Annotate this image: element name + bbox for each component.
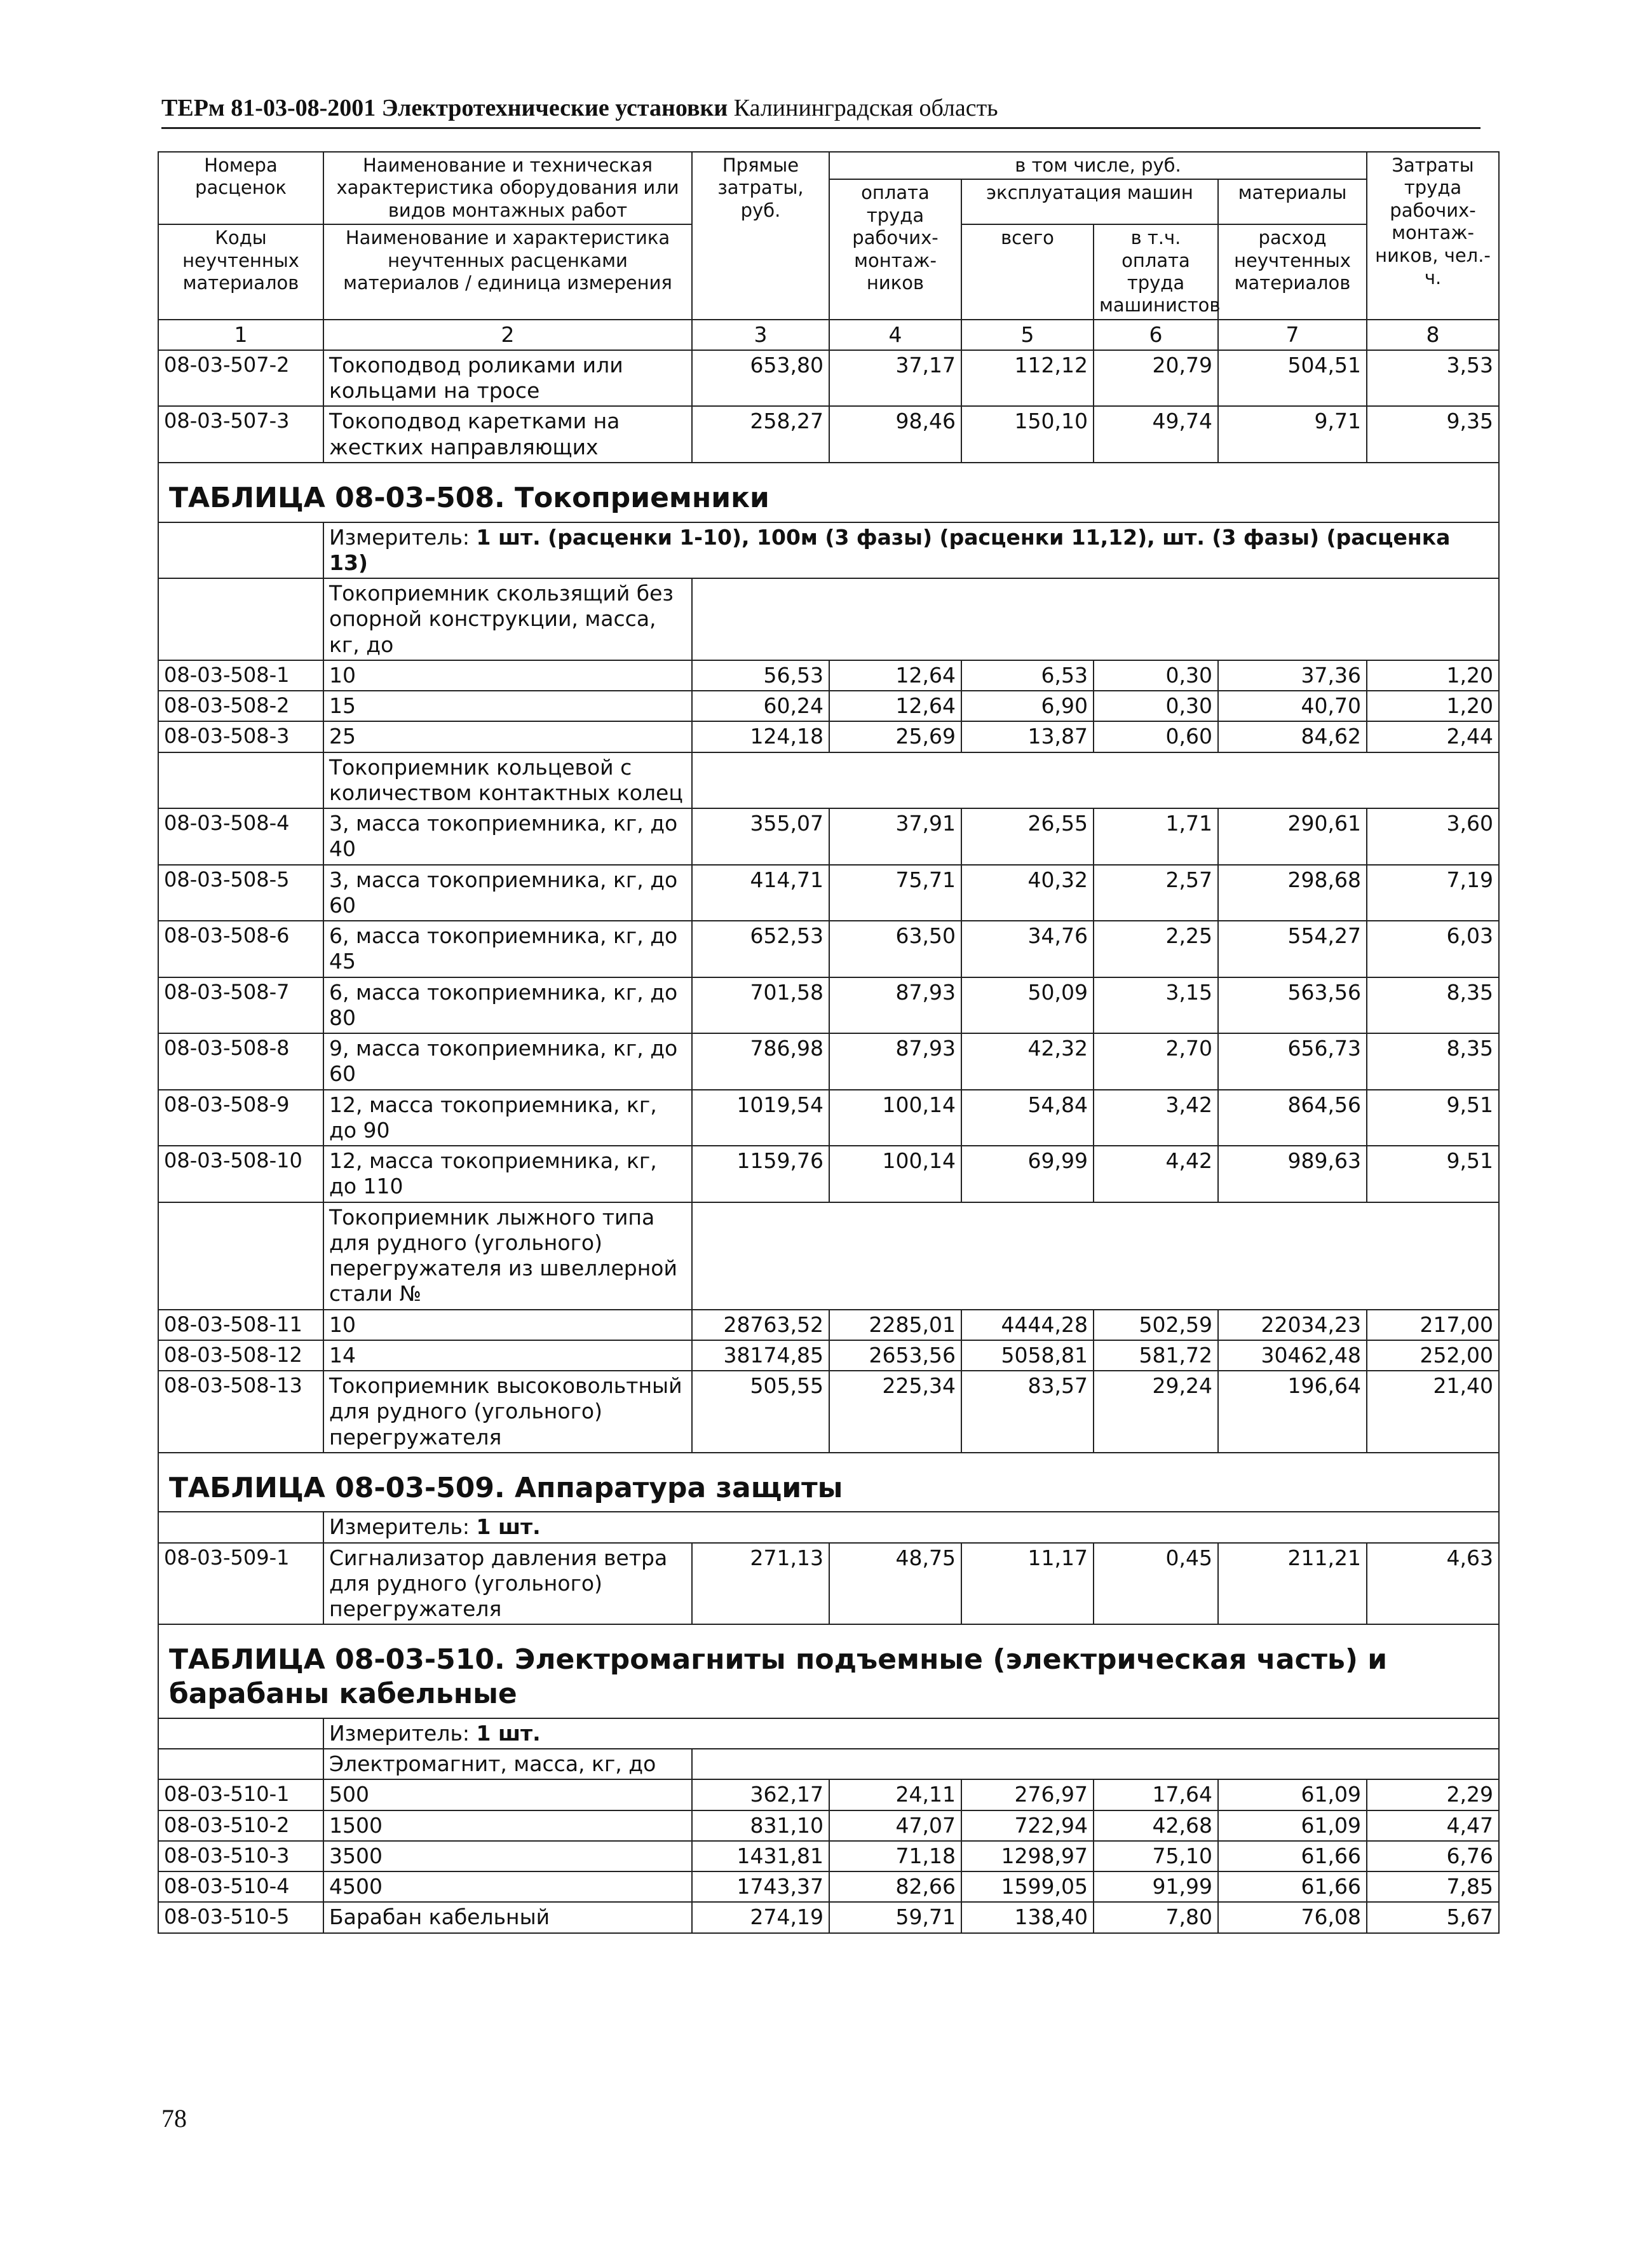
direct-costs-cell: 355,07 — [692, 808, 829, 865]
machinist-wages-cell: 0,45 — [1094, 1543, 1218, 1625]
rate-row — [158, 1371, 1499, 1453]
wages-cell: 98,46 — [829, 406, 961, 463]
machine-total-cell: 13,87 — [961, 721, 1094, 752]
wages-cell: 87,93 — [829, 1033, 961, 1090]
direct-costs-cell: 786,98 — [692, 1033, 829, 1090]
wages-cell: 25,69 — [829, 721, 961, 752]
machinist-wages-cell: 581,72 — [1094, 1340, 1218, 1371]
rate-name: 10 — [323, 660, 692, 691]
col-header-wages: оплата труда рабочих-монтаж-ников — [829, 179, 961, 319]
rate-name: 3500 — [323, 1841, 692, 1871]
rate-name: 15 — [323, 691, 692, 721]
section-title: ТАБЛИЦА 08-03-509. Аппаратура защиты — [158, 1453, 1499, 1512]
machinist-wages-cell: 75,10 — [1094, 1841, 1218, 1871]
rate-row — [158, 406, 1499, 463]
labor-hours-cell: 3,53 — [1367, 350, 1499, 407]
materials-cell: 9,71 — [1218, 406, 1367, 463]
machine-total-cell: 5058,81 — [961, 1340, 1094, 1371]
materials-cell: 30462,48 — [1218, 1340, 1367, 1371]
col-header-material-codes: Коды неучтенных материалов — [158, 224, 323, 320]
machine-total-cell: 50,09 — [961, 977, 1094, 1034]
col-number: 7 — [1218, 320, 1367, 350]
labor-hours-cell: 252,00 — [1367, 1340, 1499, 1371]
labor-hours-cell: 2,44 — [1367, 721, 1499, 752]
rate-row — [158, 808, 1499, 865]
meter-label: Измеритель: — [329, 524, 470, 550]
rate-code: 08-03-508-5 — [158, 865, 323, 921]
machine-total-cell: 6,90 — [961, 691, 1094, 721]
machine-total-cell: 42,32 — [961, 1033, 1094, 1090]
direct-costs-cell: 1019,54 — [692, 1090, 829, 1146]
col-number: 6 — [1094, 320, 1218, 350]
machine-total-cell: 6,53 — [961, 660, 1094, 691]
rate-code: 08-03-508-10 — [158, 1146, 323, 1202]
rate-row — [158, 865, 1499, 921]
group-empty — [692, 1749, 1499, 1779]
direct-costs-cell: 124,18 — [692, 721, 829, 752]
group-empty — [692, 1202, 1499, 1310]
rate-row — [158, 1810, 1499, 1841]
meter-value: 1 шт. (расценки 1-10), 100м (3 фазы) (расценки 11,12), шт. (3 фазы) (расценка 13) — [329, 524, 1451, 575]
group-row — [158, 1202, 1499, 1310]
materials-cell: 37,36 — [1218, 660, 1367, 691]
direct-costs-cell: 701,58 — [692, 977, 829, 1034]
direct-costs-cell: 258,27 — [692, 406, 829, 463]
wages-cell: 37,17 — [829, 350, 961, 407]
rate-code: 08-03-510-3 — [158, 1841, 323, 1871]
materials-cell: 61,09 — [1218, 1810, 1367, 1841]
rate-name: 12, масса токоприемника, кг, до 90 — [323, 1090, 692, 1146]
wages-cell: 71,18 — [829, 1841, 961, 1871]
rate-name: 4500 — [323, 1871, 692, 1902]
rate-code: 08-03-507-2 — [158, 350, 323, 407]
wages-cell: 12,64 — [829, 660, 961, 691]
wages-cell: 225,34 — [829, 1371, 961, 1453]
direct-costs-cell: 1743,37 — [692, 1871, 829, 1902]
rate-code: 08-03-507-3 — [158, 406, 323, 463]
wages-cell: 24,11 — [829, 1779, 961, 1810]
col-header-codes: Номера расценок — [158, 152, 323, 224]
col-number: 3 — [692, 320, 829, 350]
materials-cell: 563,56 — [1218, 977, 1367, 1034]
rate-row — [158, 350, 1499, 407]
machinist-wages-cell: 91,99 — [1094, 1871, 1218, 1902]
rate-code: 08-03-510-2 — [158, 1810, 323, 1841]
materials-cell: 61,09 — [1218, 1779, 1367, 1810]
labor-hours-cell: 9,51 — [1367, 1146, 1499, 1202]
header-region: Калининградская область — [733, 95, 998, 121]
labor-hours-cell: 6,76 — [1367, 1841, 1499, 1871]
labor-hours-cell: 3,60 — [1367, 808, 1499, 865]
wages-cell: 63,50 — [829, 921, 961, 977]
rate-name: Токоприемник высоковольтный для рудного (угольного) перегружателя — [323, 1371, 692, 1453]
header-row-1 — [158, 152, 1499, 179]
meter-text — [323, 1718, 1499, 1749]
materials-cell: 40,70 — [1218, 691, 1367, 721]
wages-cell: 100,14 — [829, 1090, 961, 1146]
machine-total-cell: 150,10 — [961, 406, 1094, 463]
machine-total-cell: 1599,05 — [961, 1871, 1094, 1902]
group-spacer — [158, 1749, 323, 1779]
rate-name: Сигнализатор давления ветра для рудного (угольного) перегружателя — [323, 1543, 692, 1625]
machinist-wages-cell: 1,71 — [1094, 808, 1218, 865]
materials-cell: 504,51 — [1218, 350, 1367, 407]
labor-hours-cell: 9,35 — [1367, 406, 1499, 463]
labor-hours-cell: 9,51 — [1367, 1090, 1499, 1146]
col-header-labor: Затраты труда рабочих-монтаж-ников, чел.-ч. — [1367, 152, 1499, 320]
machinist-wages-cell: 20,79 — [1094, 350, 1218, 407]
materials-cell: 554,27 — [1218, 921, 1367, 977]
meter-value: 1 шт. — [476, 1514, 541, 1540]
rate-row — [158, 1902, 1499, 1932]
rate-row — [158, 977, 1499, 1034]
labor-hours-cell: 4,47 — [1367, 1810, 1499, 1841]
rate-code: 08-03-508-7 — [158, 977, 323, 1034]
col-number: 8 — [1367, 320, 1499, 350]
rate-row — [158, 660, 1499, 691]
machine-total-cell: 1298,97 — [961, 1841, 1094, 1871]
col-header-machinist-wages: в т.ч. оплата труда машинистов — [1094, 224, 1218, 320]
meter-spacer — [158, 522, 323, 579]
direct-costs-cell: 653,80 — [692, 350, 829, 407]
labor-hours-cell: 1,20 — [1367, 691, 1499, 721]
col-number: 2 — [323, 320, 692, 350]
rate-row — [158, 1543, 1499, 1625]
col-header-materials: материалы — [1218, 179, 1367, 224]
col-number: 4 — [829, 320, 961, 350]
rate-code: 08-03-508-2 — [158, 691, 323, 721]
rate-name: 6, масса токоприемника, кг, до 80 — [323, 977, 692, 1034]
rate-code: 08-03-508-11 — [158, 1310, 323, 1340]
meter-label: Измеритель: — [329, 1720, 470, 1746]
group-row — [158, 1749, 1499, 1779]
meter-row — [158, 522, 1499, 579]
machinist-wages-cell: 49,74 — [1094, 406, 1218, 463]
meter-label: Измеритель: — [329, 1514, 470, 1540]
wages-cell: 100,14 — [829, 1146, 961, 1202]
rate-name: 25 — [323, 721, 692, 752]
materials-cell: 211,21 — [1218, 1543, 1367, 1625]
rate-code: 08-03-510-5 — [158, 1902, 323, 1932]
rate-code: 08-03-508-1 — [158, 660, 323, 691]
materials-cell: 196,64 — [1218, 1371, 1367, 1453]
materials-cell: 76,08 — [1218, 1902, 1367, 1932]
rate-row — [158, 1090, 1499, 1146]
section-title-row — [158, 463, 1499, 522]
machinist-wages-cell: 29,24 — [1094, 1371, 1218, 1453]
group-empty — [692, 752, 1499, 809]
machinist-wages-cell: 2,57 — [1094, 865, 1218, 921]
col-header-exploitation: эксплуатация машин — [961, 179, 1218, 224]
rate-code: 08-03-510-1 — [158, 1779, 323, 1810]
labor-hours-cell: 2,29 — [1367, 1779, 1499, 1810]
group-spacer — [158, 752, 323, 809]
wages-cell: 2285,01 — [829, 1310, 961, 1340]
meter-text — [323, 1512, 1499, 1542]
labor-hours-cell: 21,40 — [1367, 1371, 1499, 1453]
wages-cell: 47,07 — [829, 1810, 961, 1841]
direct-costs-cell: 831,10 — [692, 1810, 829, 1841]
rate-code: 08-03-508-12 — [158, 1340, 323, 1371]
col-header-group: в том числе, руб. — [829, 152, 1367, 179]
machine-total-cell: 276,97 — [961, 1779, 1094, 1810]
machine-total-cell: 40,32 — [961, 865, 1094, 921]
group-heading: Токоприемник скользящий без опорной конструкции, масса, кг, до — [323, 578, 692, 660]
machinist-wages-cell: 0,30 — [1094, 691, 1218, 721]
materials-cell: 22034,23 — [1218, 1310, 1367, 1340]
wages-cell: 48,75 — [829, 1543, 961, 1625]
group-heading: Токоприемник кольцевой с количеством контактных колец — [323, 752, 692, 809]
meter-text — [323, 522, 1499, 579]
materials-cell: 84,62 — [1218, 721, 1367, 752]
direct-costs-cell: 60,24 — [692, 691, 829, 721]
direct-costs-cell: 271,13 — [692, 1543, 829, 1625]
col-number: 5 — [961, 320, 1094, 350]
labor-hours-cell: 7,85 — [1367, 1871, 1499, 1902]
rate-name: Токоподвод каретками на жестких направляющих — [323, 406, 692, 463]
header-code-title: ТЕРм 81-03-08-2001 Электротехнические установки — [161, 95, 728, 121]
meter-spacer — [158, 1718, 323, 1749]
rate-name: 3, масса токоприемника, кг, до 60 — [323, 865, 692, 921]
wages-cell: 2653,56 — [829, 1340, 961, 1371]
materials-cell: 656,73 — [1218, 1033, 1367, 1090]
materials-cell: 298,68 — [1218, 865, 1367, 921]
machinist-wages-cell: 2,70 — [1094, 1033, 1218, 1090]
group-empty — [692, 578, 1499, 660]
direct-costs-cell: 414,71 — [692, 865, 829, 921]
rate-name: 9, масса токоприемника, кг, до 60 — [323, 1033, 692, 1090]
rate-name: 1500 — [323, 1810, 692, 1841]
rate-code: 08-03-508-3 — [158, 721, 323, 752]
wages-cell: 87,93 — [829, 977, 961, 1034]
col-header-direct-costs: Прямые затраты, руб. — [692, 152, 829, 320]
rate-row — [158, 1146, 1499, 1202]
machinist-wages-cell: 4,42 — [1094, 1146, 1218, 1202]
labor-hours-cell: 6,03 — [1367, 921, 1499, 977]
group-row — [158, 578, 1499, 660]
group-spacer — [158, 578, 323, 660]
wages-cell: 37,91 — [829, 808, 961, 865]
rate-row — [158, 721, 1499, 752]
machine-total-cell: 69,99 — [961, 1146, 1094, 1202]
rate-name: 14 — [323, 1340, 692, 1371]
wages-cell: 75,71 — [829, 865, 961, 921]
machine-total-cell: 54,84 — [961, 1090, 1094, 1146]
direct-costs-cell: 28763,52 — [692, 1310, 829, 1340]
rate-row — [158, 921, 1499, 977]
materials-cell: 864,56 — [1218, 1090, 1367, 1146]
rate-row — [158, 691, 1499, 721]
machinist-wages-cell: 3,42 — [1094, 1090, 1218, 1146]
rate-name: Барабан кабельный — [323, 1902, 692, 1932]
col-header-name: Наименование и техническая характеристика оборудования или видов монтажных работ — [323, 152, 692, 224]
col-header-material-expense: расход неучтенных материалов — [1218, 224, 1367, 320]
machine-total-cell: 138,40 — [961, 1902, 1094, 1932]
direct-costs-cell: 505,55 — [692, 1371, 829, 1453]
column-numbers-row — [158, 320, 1499, 350]
rate-code: 08-03-508-13 — [158, 1371, 323, 1453]
materials-cell: 989,63 — [1218, 1146, 1367, 1202]
labor-hours-cell: 5,67 — [1367, 1902, 1499, 1932]
machine-total-cell: 83,57 — [961, 1371, 1094, 1453]
labor-hours-cell: 7,19 — [1367, 865, 1499, 921]
rate-code: 08-03-509-1 — [158, 1543, 323, 1625]
machine-total-cell: 4444,28 — [961, 1310, 1094, 1340]
section-title: ТАБЛИЦА 08-03-508. Токоприемники — [158, 463, 1499, 522]
group-spacer — [158, 1202, 323, 1310]
materials-cell: 61,66 — [1218, 1841, 1367, 1871]
section-title-row — [158, 1453, 1499, 1512]
rate-name: 10 — [323, 1310, 692, 1340]
labor-hours-cell: 8,35 — [1367, 977, 1499, 1034]
rate-name: 12, масса токоприемника, кг, до 110 — [323, 1146, 692, 1202]
rate-name: 3, масса токоприемника, кг, до 40 — [323, 808, 692, 865]
machine-total-cell: 34,76 — [961, 921, 1094, 977]
machinist-wages-cell: 2,25 — [1094, 921, 1218, 977]
rate-row — [158, 1779, 1499, 1810]
machinist-wages-cell: 502,59 — [1094, 1310, 1218, 1340]
wages-cell: 82,66 — [829, 1871, 961, 1902]
direct-costs-cell: 1431,81 — [692, 1841, 829, 1871]
col-header-total: всего — [961, 224, 1094, 320]
rate-name: 6, масса токоприемника, кг, до 45 — [323, 921, 692, 977]
meter-row — [158, 1718, 1499, 1749]
direct-costs-cell: 362,17 — [692, 1779, 829, 1810]
col-number: 1 — [158, 320, 323, 350]
materials-cell: 290,61 — [1218, 808, 1367, 865]
machine-total-cell: 26,55 — [961, 808, 1094, 865]
direct-costs-cell: 274,19 — [692, 1902, 829, 1932]
direct-costs-cell: 1159,76 — [692, 1146, 829, 1202]
machine-total-cell: 11,17 — [961, 1543, 1094, 1625]
page-header — [161, 94, 1481, 129]
direct-costs-cell: 652,53 — [692, 921, 829, 977]
machinist-wages-cell: 17,64 — [1094, 1779, 1218, 1810]
rate-name: 500 — [323, 1779, 692, 1810]
rate-row — [158, 1841, 1499, 1871]
wages-cell: 59,71 — [829, 1902, 961, 1932]
labor-hours-cell: 217,00 — [1367, 1310, 1499, 1340]
labor-hours-cell: 8,35 — [1367, 1033, 1499, 1090]
machinist-wages-cell: 42,68 — [1094, 1810, 1218, 1841]
rate-name: Токоподвод роликами или кольцами на тросе — [323, 350, 692, 407]
rate-row — [158, 1340, 1499, 1371]
materials-cell: 61,66 — [1218, 1871, 1367, 1902]
rate-code: 08-03-508-9 — [158, 1090, 323, 1146]
rate-row — [158, 1310, 1499, 1340]
rate-row — [158, 1871, 1499, 1902]
wages-cell: 12,64 — [829, 691, 961, 721]
table-body — [158, 152, 1499, 1933]
rate-code: 08-03-508-8 — [158, 1033, 323, 1090]
meter-spacer — [158, 1512, 323, 1542]
machinist-wages-cell: 7,80 — [1094, 1902, 1218, 1932]
machinist-wages-cell: 0,30 — [1094, 660, 1218, 691]
rate-code: 08-03-508-6 — [158, 921, 323, 977]
group-row — [158, 752, 1499, 809]
section-title-row — [158, 1624, 1499, 1718]
machine-total-cell: 722,94 — [961, 1810, 1094, 1841]
section-title: ТАБЛИЦА 08-03-510. Электромагниты подъемные (электрическая часть) и барабаны кабельные — [158, 1624, 1499, 1718]
machine-total-cell: 112,12 — [961, 350, 1094, 407]
col-header-material-name: Наименование и характеристика неучтенных расценками материалов / единица измерения — [323, 224, 692, 320]
direct-costs-cell: 38174,85 — [692, 1340, 829, 1371]
rate-code: 08-03-508-4 — [158, 808, 323, 865]
page-number: 78 — [161, 2104, 187, 2133]
labor-hours-cell: 1,20 — [1367, 660, 1499, 691]
meter-value: 1 шт. — [476, 1720, 541, 1746]
direct-costs-cell: 56,53 — [692, 660, 829, 691]
group-heading: Токоприемник лыжного типа для рудного (угольного) перегружателя из швеллерной стали № — [323, 1202, 692, 1310]
machinist-wages-cell: 3,15 — [1094, 977, 1218, 1034]
rates-table — [158, 151, 1500, 1934]
labor-hours-cell: 4,63 — [1367, 1543, 1499, 1625]
rate-row — [158, 1033, 1499, 1090]
rate-code: 08-03-510-4 — [158, 1871, 323, 1902]
meter-row — [158, 1512, 1499, 1542]
group-heading: Электромагнит, масса, кг, до — [323, 1749, 692, 1779]
machinist-wages-cell: 0,60 — [1094, 721, 1218, 752]
